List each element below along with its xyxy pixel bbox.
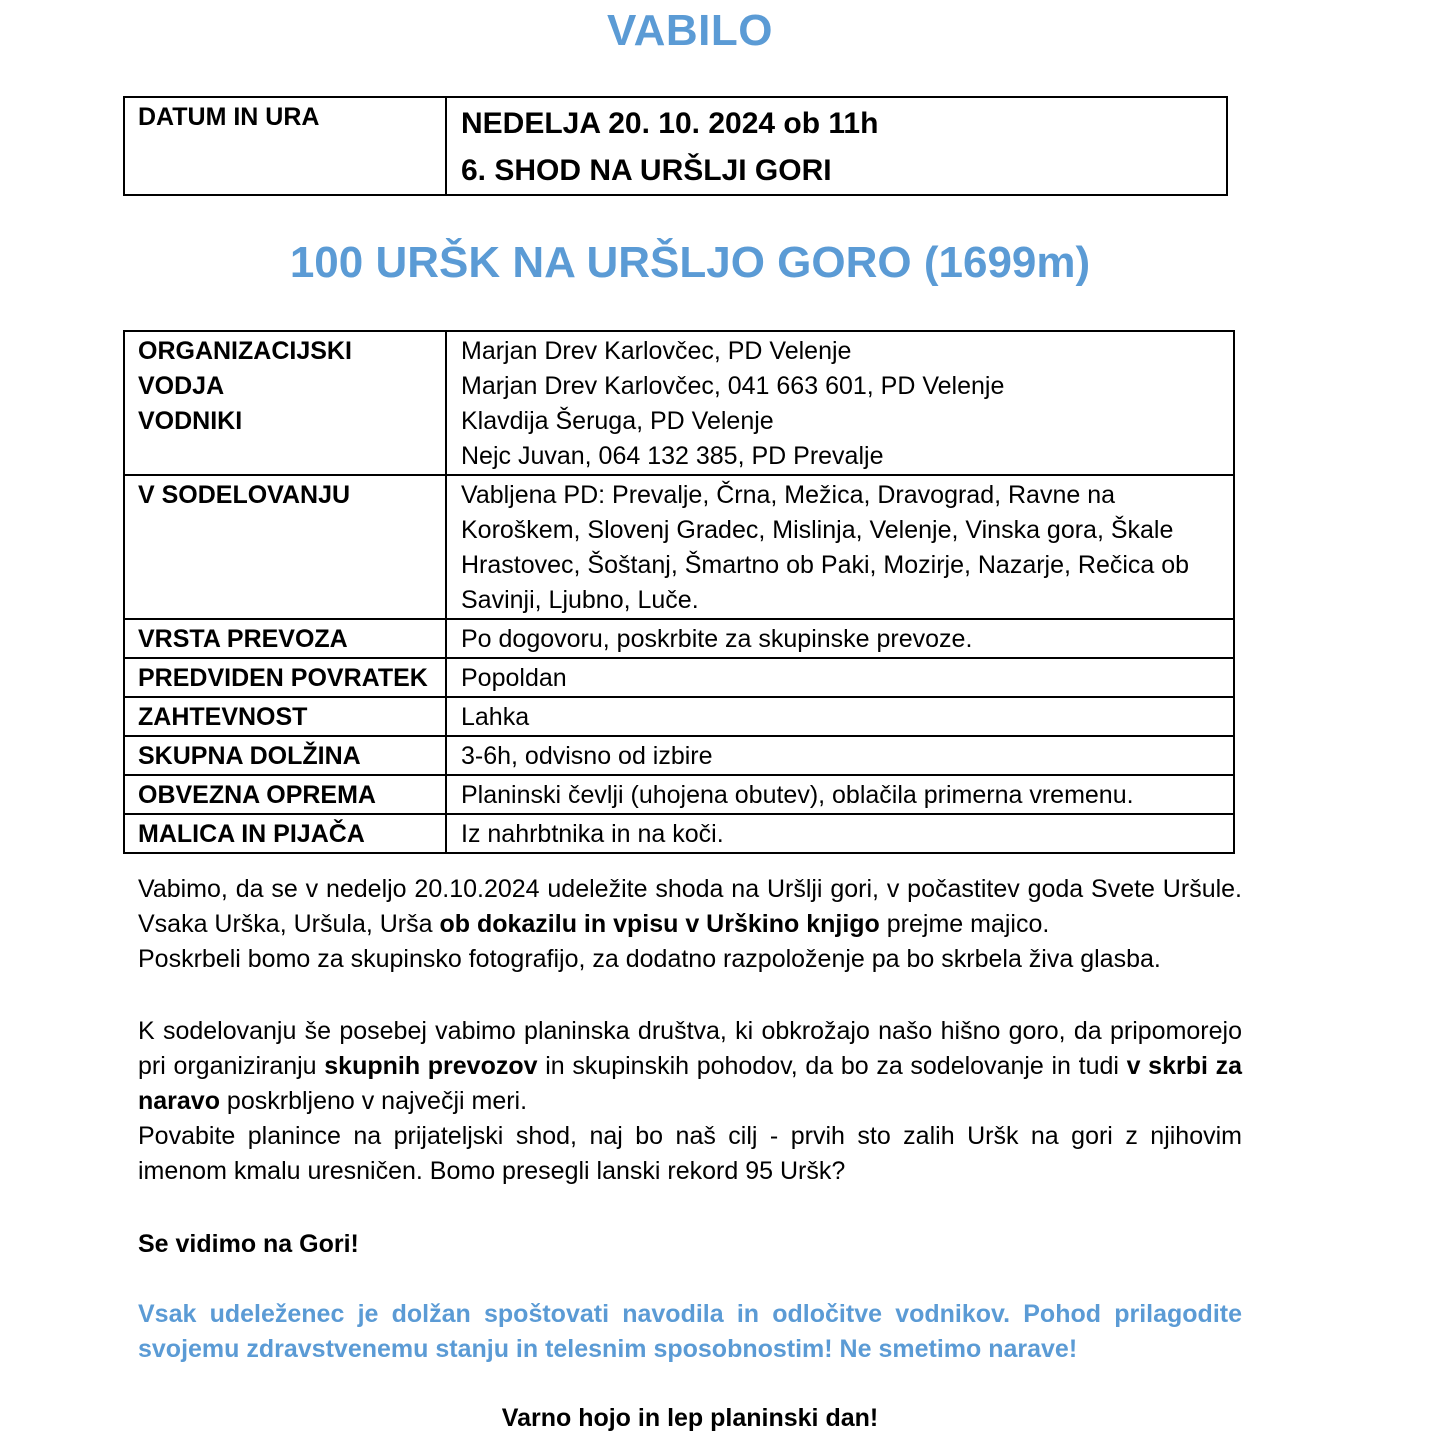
- organizer-labels: [124, 331, 446, 475]
- paragraph-text: Vabimo, da se v nedeljo 20.10.2024 udeležite shoda na Uršlji gori, v počastitev goda Svete Uršule. Vsaka Urška, Uršula, Urša: [138, 875, 1242, 938]
- info-row-value: Iz nahrbtnika in na koči.: [446, 814, 1234, 853]
- guide-item: Marjan Drev Karlovčec, 041 663 601, PD Velenje: [461, 372, 1005, 400]
- info-row-equipment: [124, 775, 1234, 814]
- invitation-paragraph: [138, 872, 1242, 977]
- info-row-label: ZAHTEVNOST: [124, 697, 446, 736]
- closing-text: Varno hojo in lep planinski dan!: [501, 1404, 879, 1432]
- guide-item: Klavdija Šeruga, PD Velenje: [461, 407, 774, 435]
- see-you-text: Se vidimo na Gori!: [138, 1230, 359, 1258]
- info-row-value: Popoldan: [446, 658, 1234, 697]
- paragraph-bold-text: v skrbi za naravo: [138, 1052, 1243, 1115]
- info-row-label: VRSTA PREVOZA: [124, 619, 446, 658]
- organizer-label: ORGANIZACIJSKI VODJA: [138, 337, 352, 400]
- paragraph-text: in skupinskih pohodov, da bo za sodelovanje in tudi: [537, 1052, 1127, 1080]
- guide-item: Nejc Juvan, 064 132 385, PD Prevalje: [461, 442, 884, 470]
- cooperation-value: Vabljena PD: Prevalje, Črna, Mežica, Dravograd, Ravne na Koroškem, Slovenj Gradec, Mislinja, Velenje, Vinska gora, Škale Hrastovec, Šoštanj, Šmartno ob Paki, Mozirje, Nazarje, Rečica ob Savinji, Ljubno, Luče.: [446, 475, 1234, 619]
- info-row-value: Po dogovoru, poskrbite za skupinske prevoze.: [446, 619, 1234, 658]
- safety-notice: Vsak udeleženec je dolžan spoštovati navodila in odločitve vodnikov. Pohod prilagodite svojemu zdravstvenemu stanju in telesnim sposobnostim! Ne smetimo narave!: [138, 1300, 1242, 1363]
- info-row-label: PREDVIDEN POVRATEK: [124, 658, 446, 697]
- info-row-label: OBVEZNA OPREMA: [124, 775, 446, 814]
- info-row-value: Planinski čevlji (uhojena obutev), oblačila primerna vremenu.: [446, 775, 1234, 814]
- paragraph-text: Povabite planince na prijateljski shod, naj bo naš cilj - prvih sto zalih Uršk na gori z njihovim imenom kmalu uresničen. Bomo presegli lanski rekord 95 Uršk?: [138, 1122, 1242, 1185]
- paragraph-text: poskrbljeno v največji meri.: [219, 1087, 528, 1115]
- date-table: [123, 96, 1228, 196]
- paragraph-text: prejme majico.: [879, 910, 1050, 938]
- info-row-organizer: [124, 331, 1234, 475]
- cooperation-label: V SODELOVANJU: [124, 475, 446, 619]
- info-table: [123, 330, 1235, 854]
- date-row: [124, 97, 1227, 195]
- event-name-line: 6. SHOD NA URŠLJI GORI: [461, 154, 832, 187]
- organizer-values: [446, 331, 1234, 475]
- organizer-value: Marjan Drev Karlovčec, PD Velenje: [461, 337, 852, 365]
- date-line: NEDELJA 20. 10. 2024 ob 11h: [461, 107, 879, 140]
- paragraph-text: K sodelovanju še posebej vabimo planinska društva, ki obkrožajo našo hišno goro, da pripomorejo pri organiziranju: [138, 1017, 1242, 1080]
- info-row-duration: [124, 736, 1234, 775]
- event-subtitle: 100 URŠK NA URŠLJO GORO (1699m): [289, 238, 1091, 287]
- info-row-value: 3-6h, odvisno od izbire: [446, 736, 1234, 775]
- info-row-difficulty: [124, 697, 1234, 736]
- cooperation-paragraph: [138, 1014, 1242, 1189]
- paragraph-bold-text: ob dokazilu in vpisu v Urškino knjigo: [439, 910, 880, 938]
- date-value: [446, 97, 1227, 195]
- guides-label: VODNIKI: [138, 407, 243, 435]
- info-row-transport: [124, 619, 1234, 658]
- paragraph-text: Poskrbeli bomo za skupinsko fotografijo, za dodatno razpoloženje pa bo skrbela živa glasba.: [138, 945, 1161, 973]
- info-row-label: MALICA IN PIJAČA: [124, 814, 446, 853]
- info-row-food: [124, 814, 1234, 853]
- info-row-return: [124, 658, 1234, 697]
- info-row-value: Lahka: [446, 697, 1234, 736]
- info-row-cooperation: [124, 475, 1234, 619]
- document-title: VABILO: [607, 6, 773, 55]
- date-label: DATUM IN URA: [124, 97, 446, 195]
- info-row-label: SKUPNA DOLŽINA: [124, 736, 446, 775]
- paragraph-bold-text: skupnih prevozov: [324, 1052, 538, 1080]
